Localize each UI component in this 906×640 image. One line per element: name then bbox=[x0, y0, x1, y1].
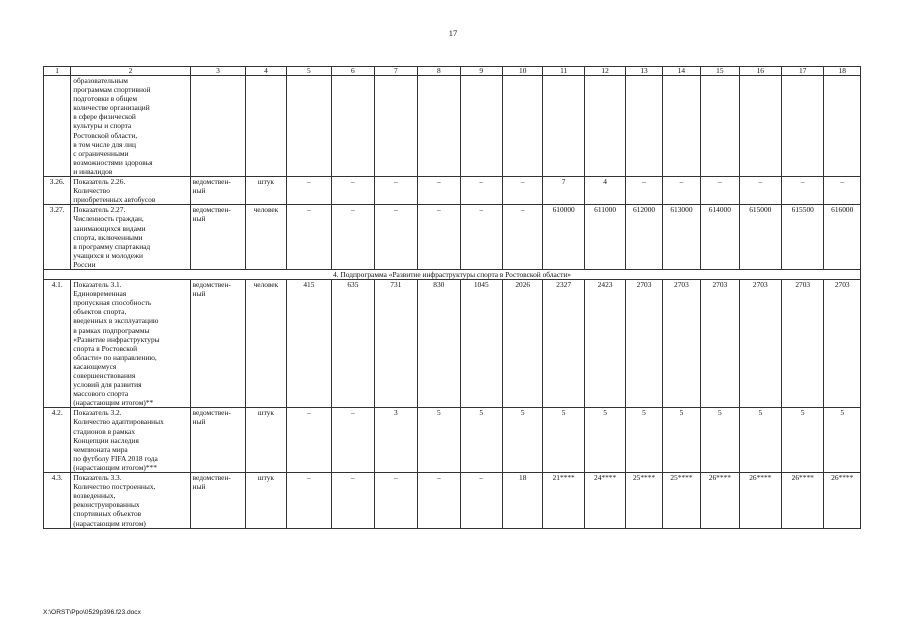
file-path-footer: X:\ORST\Ppo\0529p396.f23.docx bbox=[43, 609, 141, 616]
indicator-name: Показатель 3.3. Количество построенных, возведенных, реконструированных спортивных объектов (нарастающим итогом) bbox=[71, 473, 190, 529]
value-cell: 5 bbox=[626, 408, 662, 473]
value-cell: 5 bbox=[782, 408, 824, 473]
value-cell: 25**** bbox=[626, 473, 662, 529]
value-cell: 5 bbox=[701, 408, 739, 473]
column-header: 7 bbox=[374, 67, 417, 76]
table-row bbox=[44, 280, 861, 408]
unit bbox=[246, 76, 286, 177]
value-cell: – bbox=[332, 408, 374, 473]
column-header: 17 bbox=[782, 67, 824, 76]
value-cell: – bbox=[418, 473, 460, 529]
value-cell bbox=[286, 76, 332, 177]
value-cell: 5 bbox=[502, 408, 542, 473]
value-cell bbox=[332, 76, 374, 177]
unit: штук bbox=[246, 177, 286, 205]
value-cell: – bbox=[662, 177, 700, 205]
data-source: ведомствен- ный bbox=[190, 205, 246, 270]
value-cell bbox=[584, 76, 625, 177]
row-number bbox=[44, 76, 71, 177]
value-cell: 2703 bbox=[662, 280, 700, 408]
value-cell: – bbox=[824, 177, 861, 205]
value-cell: 5 bbox=[662, 408, 700, 473]
value-cell: 635 bbox=[332, 280, 374, 408]
table-row bbox=[44, 408, 861, 473]
value-cell: – bbox=[286, 177, 332, 205]
column-header: 2 bbox=[71, 67, 190, 76]
data-source: ведомствен- ный bbox=[190, 408, 246, 473]
value-cell: – bbox=[286, 205, 332, 270]
value-cell: 613000 bbox=[662, 205, 700, 270]
value-cell: 2703 bbox=[701, 280, 739, 408]
value-cell: – bbox=[626, 177, 662, 205]
value-cell: 615000 bbox=[739, 205, 781, 270]
value-cell: 616000 bbox=[824, 205, 861, 270]
value-cell: 5 bbox=[418, 408, 460, 473]
value-cell bbox=[782, 76, 824, 177]
unit: человек bbox=[246, 205, 286, 270]
indicator-name: Показатель 3.2. Количество адаптированных стадионов в рамках Концепции наследия чемпионата мира по футболу FIFA 2018 года (нарастающим итогом)*** bbox=[71, 408, 190, 473]
value-cell: 615500 bbox=[782, 205, 824, 270]
unit: человек bbox=[246, 280, 286, 408]
value-cell: 2026 bbox=[502, 280, 542, 408]
row-number: 3.27. bbox=[44, 205, 71, 270]
value-cell: 5 bbox=[460, 408, 502, 473]
column-header: 18 bbox=[824, 67, 861, 76]
value-cell bbox=[662, 76, 700, 177]
value-cell: 4 bbox=[584, 177, 625, 205]
value-cell: – bbox=[332, 473, 374, 529]
table-row bbox=[44, 473, 861, 529]
value-cell: 18 bbox=[502, 473, 542, 529]
value-cell: – bbox=[739, 177, 781, 205]
value-cell: – bbox=[502, 205, 542, 270]
value-cell: – bbox=[460, 177, 502, 205]
value-cell bbox=[824, 76, 861, 177]
column-header: 9 bbox=[460, 67, 502, 76]
value-cell: 26**** bbox=[782, 473, 824, 529]
value-cell: 5 bbox=[739, 408, 781, 473]
value-cell: 7 bbox=[543, 177, 584, 205]
unit: штук bbox=[246, 473, 286, 529]
value-cell: – bbox=[332, 177, 374, 205]
column-header: 11 bbox=[543, 67, 584, 76]
data-source: ведомствен- ный bbox=[190, 473, 246, 529]
data-source: ведомствен- ный bbox=[190, 177, 246, 205]
value-cell: 2703 bbox=[739, 280, 781, 408]
value-cell: 26**** bbox=[824, 473, 861, 529]
value-cell bbox=[739, 76, 781, 177]
value-cell bbox=[374, 76, 417, 177]
column-header: 13 bbox=[626, 67, 662, 76]
value-cell: 614000 bbox=[701, 205, 739, 270]
value-cell: 611000 bbox=[584, 205, 625, 270]
value-cell bbox=[502, 76, 542, 177]
value-cell: 2703 bbox=[626, 280, 662, 408]
column-header: 15 bbox=[701, 67, 739, 76]
value-cell: – bbox=[286, 408, 332, 473]
column-header: 12 bbox=[584, 67, 625, 76]
value-cell: – bbox=[460, 473, 502, 529]
value-cell: 3 bbox=[374, 408, 417, 473]
unit: штук bbox=[246, 408, 286, 473]
indicators-table bbox=[43, 66, 861, 529]
table-row bbox=[44, 177, 861, 205]
value-cell: – bbox=[332, 205, 374, 270]
value-cell: 26**** bbox=[739, 473, 781, 529]
column-header: 10 bbox=[502, 67, 542, 76]
column-header: 1 bbox=[44, 67, 71, 76]
value-cell: 2703 bbox=[824, 280, 861, 408]
row-number: 4.2. bbox=[44, 408, 71, 473]
column-header: 16 bbox=[739, 67, 781, 76]
value-cell: – bbox=[418, 205, 460, 270]
indicator-name: Показатель 2.26. Количество приобретенных автобусов bbox=[71, 177, 190, 205]
value-cell: 731 bbox=[374, 280, 417, 408]
value-cell: 2423 bbox=[584, 280, 625, 408]
value-cell bbox=[701, 76, 739, 177]
value-cell: 610000 bbox=[543, 205, 584, 270]
value-cell: – bbox=[374, 473, 417, 529]
value-cell: – bbox=[460, 205, 502, 270]
table-row bbox=[44, 76, 861, 177]
value-cell bbox=[418, 76, 460, 177]
value-cell bbox=[626, 76, 662, 177]
column-header: 3 bbox=[190, 67, 246, 76]
column-header: 14 bbox=[662, 67, 700, 76]
section-row bbox=[44, 269, 861, 279]
value-cell: 25**** bbox=[662, 473, 700, 529]
value-cell: 5 bbox=[543, 408, 584, 473]
column-header: 8 bbox=[418, 67, 460, 76]
value-cell bbox=[460, 76, 502, 177]
row-number: 3.26. bbox=[44, 177, 71, 205]
value-cell: 5 bbox=[584, 408, 625, 473]
page-number: 17 bbox=[448, 28, 458, 38]
column-header: 5 bbox=[286, 67, 332, 76]
column-numbers-row bbox=[44, 67, 861, 76]
value-cell: – bbox=[701, 177, 739, 205]
value-cell: 1045 bbox=[460, 280, 502, 408]
value-cell: 2327 bbox=[543, 280, 584, 408]
row-number: 4.1. bbox=[44, 280, 71, 408]
value-cell: 21**** bbox=[543, 473, 584, 529]
value-cell: – bbox=[286, 473, 332, 529]
value-cell: – bbox=[374, 205, 417, 270]
value-cell: – bbox=[418, 177, 460, 205]
row-number: 4.3. bbox=[44, 473, 71, 529]
column-header: 4 bbox=[246, 67, 286, 76]
value-cell: – bbox=[782, 177, 824, 205]
table-row bbox=[44, 205, 861, 270]
data-source bbox=[190, 76, 246, 177]
value-cell: 2703 bbox=[782, 280, 824, 408]
value-cell: 26**** bbox=[701, 473, 739, 529]
value-cell: 415 bbox=[286, 280, 332, 408]
value-cell: 612000 bbox=[626, 205, 662, 270]
value-cell: 830 bbox=[418, 280, 460, 408]
indicator-name: Показатель 3.1. Единовременная пропускная способность объектов спорта, введенных в эксплуатацию в рамках подпрограммы «Развитие инфраструктуры спорта в Ростовской области» по направлению, касающемуся совершенствования условий для развития массового спорта (нарастающим итогом)** bbox=[71, 280, 190, 408]
data-source: ведомствен- ный bbox=[190, 280, 246, 408]
section-title: 4. Подпрограмма «Развитие инфраструктуры спорта в Ростовской области» bbox=[44, 269, 861, 279]
value-cell: 24**** bbox=[584, 473, 625, 529]
indicator-name: образовательным программам спортивной подготовки в общем количестве организаций в сфере физической культуры и спорта Ростовской области, в том числе для лиц с ограниченными возможностями здоровья и инвалидов bbox=[71, 76, 190, 177]
value-cell bbox=[543, 76, 584, 177]
value-cell: 5 bbox=[824, 408, 861, 473]
indicator-name: Показатель 2.27. Численность граждан, занимающихся видами спорта, включенными в программу спартакиад учащихся и молодежи России bbox=[71, 205, 190, 270]
column-header: 6 bbox=[332, 67, 374, 76]
value-cell: – bbox=[374, 177, 417, 205]
value-cell: – bbox=[502, 177, 542, 205]
